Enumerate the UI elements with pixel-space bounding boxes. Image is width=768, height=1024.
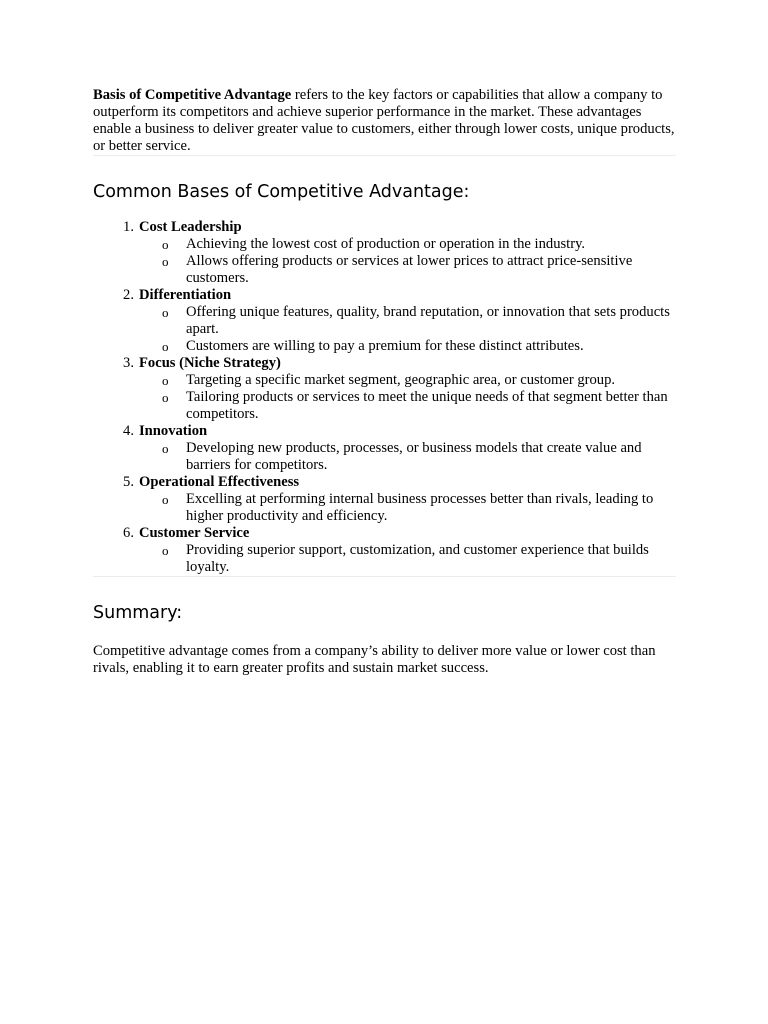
section-divider (93, 155, 676, 156)
sub-bullet-item (162, 491, 676, 525)
list-item-title: Cost Leadership (139, 219, 242, 235)
list-item-title: Customer Service (139, 525, 250, 541)
sub-bullet-list (139, 542, 676, 576)
intro-term: Basis of Competitive Advantage (93, 87, 292, 103)
sub-bullet-list (139, 491, 676, 525)
sub-bullet-text: Achieving the lowest cost of production or operation in the industry. (186, 236, 586, 252)
section-divider (93, 576, 676, 577)
hollow-bullet-icon: o (162, 254, 169, 269)
sub-bullet-text: Developing new products, processes, or business models that create value and barriers for competitors. (186, 440, 642, 473)
sub-bullet-item (162, 440, 676, 474)
hollow-bullet-icon: o (162, 543, 169, 558)
list-item (123, 525, 676, 576)
sub-bullet-list (139, 236, 676, 287)
list-item-number: 1. (123, 219, 134, 235)
hollow-bullet-icon: o (162, 305, 169, 320)
summary-heading: Summary: (93, 603, 183, 623)
sub-bullet-text: Customers are willing to pay a premium for these distinct attributes. (186, 338, 584, 354)
sub-bullet-text: Providing superior support, customization, and customer experience that builds loyalty. (186, 542, 649, 575)
sub-bullet-item (162, 253, 676, 287)
intro-section (93, 87, 676, 155)
list-item-number: 6. (123, 525, 134, 541)
summary-paragraph: Competitive advantage comes from a company’s ability to deliver more value or lower cost than rivals, enabling it to earn greater profits and sustain market success. (93, 643, 656, 676)
sub-bullet-text: Excelling at performing internal business processes better than rivals, leading to higher productivity and efficiency. (186, 491, 654, 524)
list-item-title: Innovation (139, 423, 208, 439)
list-item-title: Focus (Niche Strategy) (139, 355, 281, 371)
sub-bullet-text: Tailoring products or services to meet the unique needs of that segment better than competitors. (186, 389, 668, 422)
sub-bullet-item (162, 389, 676, 423)
sub-bullet-text: Targeting a specific market segment, geographic area, or customer group. (186, 372, 616, 388)
list-item-title: Differentiation (139, 287, 232, 303)
list-item-number: 2. (123, 287, 134, 303)
hollow-bullet-icon: o (162, 339, 169, 354)
list-item (123, 219, 676, 287)
hollow-bullet-icon: o (162, 390, 169, 405)
bases-heading: Common Bases of Competitive Advantage: (93, 182, 470, 202)
sub-bullet-text: Allows offering products or services at lower prices to attract price-sensitive customers. (186, 253, 633, 286)
sub-bullet-text: Offering unique features, quality, brand reputation, or innovation that sets products apart. (186, 304, 670, 337)
sub-bullet-item (162, 338, 676, 355)
hollow-bullet-icon: o (162, 237, 169, 252)
list-item (123, 423, 676, 474)
document-page (93, 87, 676, 677)
list-item-number: 5. (123, 474, 134, 490)
intro-text: refers to the key factors or capabilities that allow a company to outperform its competitors and achieve superior performance in the market. These advantages enable a business to deliver greater value to customers, either through lower costs, unique products, or better service. (93, 87, 675, 154)
list-item-title: Operational Effectiveness (139, 474, 300, 490)
sub-bullet-item (162, 236, 676, 253)
list-item (123, 355, 676, 423)
intro-paragraph (93, 87, 676, 155)
hollow-bullet-icon: o (162, 492, 169, 507)
list-item-number: 4. (123, 423, 134, 439)
list-item-number: 3. (123, 355, 134, 371)
sub-bullet-list (139, 304, 676, 355)
hollow-bullet-icon: o (162, 373, 169, 388)
sub-bullet-item (162, 304, 676, 338)
list-item (123, 287, 676, 355)
list-item (123, 474, 676, 525)
bases-list (93, 219, 676, 576)
sub-bullet-item (162, 372, 676, 389)
sub-bullet-list (139, 372, 676, 423)
sub-bullet-item (162, 542, 676, 576)
sub-bullet-list (139, 440, 676, 474)
hollow-bullet-icon: o (162, 441, 169, 456)
